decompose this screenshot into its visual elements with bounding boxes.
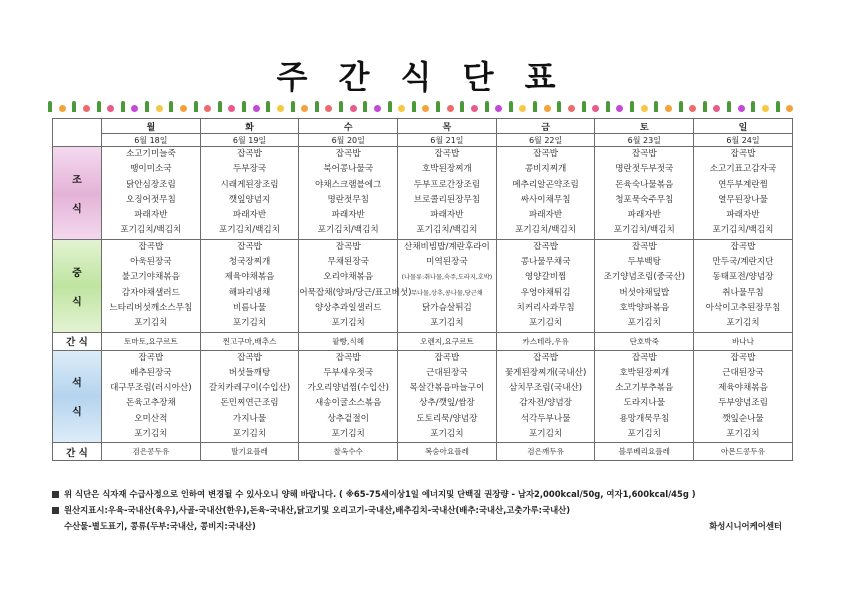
flower-decoration (374, 105, 381, 112)
menu-item: 잡곡밥 (237, 352, 262, 363)
day-name-cell: 수 (299, 119, 398, 134)
flower-decoration (519, 105, 526, 112)
menu-item: 두부양념조림 (718, 398, 768, 409)
dinner-cell (398, 350, 497, 443)
menu-item: 만두국/계란지단 (712, 257, 774, 268)
stem-decoration (363, 101, 367, 112)
menu-item: 포기김치/백김치 (712, 225, 774, 236)
menu-item: 양상추과일샐러드 (315, 302, 382, 313)
stem-decoration (242, 101, 246, 112)
menu-item: 포기김치/백김치 (416, 225, 478, 236)
menu-item: 포기김치/백김치 (120, 225, 182, 236)
menu-item: 두부프로간장조림 (413, 179, 481, 190)
menu-item: 파래자반 (331, 210, 365, 221)
menu-item: 새송이굴소스볶음 (315, 398, 382, 409)
menu-item: 파래자반 (134, 210, 168, 221)
menu-item: 돈민찌연근조림 (220, 398, 279, 409)
stem-decoration (460, 101, 464, 112)
menu-item: 돈육숙나물볶음 (615, 179, 674, 190)
menu-item: 두부장국 (232, 164, 267, 175)
menu-item: (나물류:취나물,숙주,도라지,호박) (401, 274, 493, 282)
date-cell: 6월 20일 (299, 134, 398, 147)
flower-decoration (616, 105, 623, 112)
stem-decoration (485, 101, 489, 112)
menu-item: 느타리버섯깨소스무침 (109, 302, 193, 313)
menu-item: 잡곡밥 (434, 352, 460, 363)
stem-decoration (751, 101, 755, 112)
snack1-cell: 단호박죽 (595, 332, 694, 350)
day-name-cell: 화 (200, 119, 299, 134)
date-cell: 6월 19일 (200, 134, 299, 147)
menu-item: 잡곡밥 (138, 241, 164, 252)
stem-decoration (72, 101, 76, 112)
day-name-cell: 토 (595, 119, 694, 134)
flower-decoration (228, 105, 235, 112)
flower-decoration (689, 105, 696, 112)
menu-item: 잡곡밥 (335, 149, 361, 159)
menu-item: 해파리냉채 (228, 287, 271, 298)
flower-decoration (422, 105, 429, 112)
stem-decoration (630, 101, 634, 112)
stem-decoration (48, 101, 52, 112)
menu-item: 소고기부추볶음 (615, 383, 674, 394)
menu-item: 포기김치 (528, 429, 563, 440)
lunch-label-1: 중 (72, 267, 82, 279)
stem-decoration (218, 101, 222, 112)
breakfast-cell (200, 147, 299, 240)
menu-item: 포기김치/백김치 (515, 225, 577, 236)
flower-border-decoration (48, 96, 794, 112)
flower-decoration (738, 105, 745, 112)
menu-item: 제육야채볶음 (718, 383, 768, 394)
menu-item: 잡곡밥 (434, 149, 460, 159)
snack1-cell: 오렌지,요구르트 (398, 332, 497, 350)
stem-decoration (412, 101, 416, 112)
snack1-cell: 카스테라,우유 (496, 332, 595, 350)
menu-item: 잡곡밥 (237, 241, 262, 252)
dinner-label (53, 350, 102, 443)
snack2-label: 간 식 (53, 443, 102, 461)
flower-decoration (180, 105, 187, 112)
stem-decoration (266, 101, 270, 112)
menu-item: 포기김치 (726, 318, 760, 329)
menu-item: 도라지나물 (623, 398, 666, 409)
flower-decoration (665, 105, 672, 112)
flower-decoration (325, 105, 332, 112)
menu-item: 포기김치 (232, 429, 267, 440)
menu-item: 호박양파볶음 (619, 302, 670, 313)
menu-item: 감자야채샐러드 (121, 287, 180, 298)
snack2-cell: 아몬드콩두유 (694, 443, 793, 461)
menu-item: 포기김치 (627, 318, 661, 329)
flower-decoration (59, 105, 66, 112)
lunch-cell (200, 239, 299, 332)
day-name-cell: 금 (496, 119, 595, 134)
menu-item: 영양갈비찜 (524, 272, 567, 283)
flower-decoration (713, 105, 720, 112)
flower-decoration (253, 105, 260, 112)
breakfast-label (53, 147, 102, 240)
lunch-row (53, 239, 793, 332)
stem-decoration (339, 101, 343, 112)
flower-decoration (568, 105, 575, 112)
flower-decoration (398, 105, 405, 112)
note-text-1: 위 식단은 식자재 수급사정으로 인하여 변경될 수 있사오니 양해 바랍니다. ( ※65-75세이상1일 에너지및 단백질 권장량 - 남자2,000kcal/50g, 여자1,600kcal/45g ) (64, 489, 696, 499)
lunch-cell (496, 239, 595, 332)
flower-decoration (447, 105, 454, 112)
lunch-cell (694, 239, 793, 332)
menu-item: 산채비빔밥/계란후라이 (403, 241, 490, 252)
flower-decoration (762, 105, 769, 112)
snack1-cell: 찐고구마,배추스 (200, 332, 299, 350)
menu-item: 닭가슴살튀김 (422, 302, 472, 313)
note-line-2 (52, 502, 812, 518)
breakfast-cell (595, 147, 694, 240)
menu-item: 용망개묵무침 (619, 413, 670, 424)
snack1-cell: 팥빵,식혜 (299, 332, 398, 350)
menu-item: 메추리알곤약조림 (512, 179, 579, 190)
menu-item: 감자전/양념장 (519, 398, 572, 409)
stem-decoration (145, 101, 149, 112)
stem-decoration (727, 101, 731, 112)
bullet-square-icon (52, 491, 59, 498)
menu-item: 청국장찌개 (228, 257, 271, 268)
menu-item: 포기김치 (134, 429, 168, 440)
stem-decoration (557, 101, 561, 112)
breakfast-cell (398, 147, 497, 240)
menu-item: 포기김치 (528, 318, 563, 329)
stem-decoration (97, 101, 101, 112)
menu-item: 콩비지찌개 (524, 164, 567, 175)
menu-item: 잡곡밥 (730, 149, 756, 159)
menu-item: 포기김치 (331, 429, 365, 440)
stem-decoration (315, 101, 319, 112)
lunch-cell (595, 239, 694, 332)
menu-item: 포기김치 (430, 429, 464, 440)
menu-item: 포기김치 (726, 429, 760, 440)
day-name-cell: 월 (102, 119, 201, 134)
stem-decoration (776, 101, 780, 112)
stem-decoration (654, 101, 658, 112)
menu-item: 우엉야채튀김 (520, 287, 571, 298)
menu-item: 가지나물 (232, 413, 267, 424)
menu-item: 잡곡밥 (335, 241, 361, 252)
breakfast-row (53, 147, 793, 240)
flower-decoration (204, 105, 211, 112)
menu-item: 불고기야채볶음 (121, 272, 180, 283)
dinner-cell (595, 350, 694, 443)
day-header-row (53, 119, 793, 134)
menu-item: 잡곡밥 (533, 352, 559, 363)
corner-cell (53, 119, 102, 147)
stem-decoration (509, 101, 513, 112)
stem-decoration (582, 101, 586, 112)
note-text-2: 원산지표시:우육-국내산(육우),사골-국내산(한우),돈육-국내산,닭고기및 오리고기-국내산,배추김치-국내산(배추:국내산,고춧가루:국내산) (64, 505, 571, 515)
flower-decoration (131, 105, 138, 112)
snack2-row (53, 443, 793, 461)
menu-item: 가오리양념찜(수입산) (307, 383, 389, 394)
menu-item: 파래자반 (627, 210, 661, 221)
menu-item: 포기김치 (331, 318, 365, 329)
flower-decoration (350, 105, 357, 112)
stem-decoration (291, 101, 295, 112)
menu-item: 미역된장국 (426, 257, 468, 268)
dinner-cell (200, 350, 299, 443)
dinner-cell (102, 350, 201, 443)
stem-decoration (679, 101, 683, 112)
weekly-menu-table (52, 118, 793, 461)
menu-item: 열무된장나물 (718, 194, 768, 205)
dinner-cell (694, 350, 793, 443)
breakfast-cell (694, 147, 793, 240)
lunch-label (53, 239, 102, 332)
dinner-row (53, 350, 793, 443)
menu-item: 파래자반 (430, 210, 464, 221)
menu-item: 버섯들깨탕 (228, 367, 271, 378)
flower-decoration (277, 105, 284, 112)
dinner-label-2: 식 (72, 407, 82, 419)
menu-item: 야채스크램블에그 (315, 179, 382, 190)
date-cell: 6월 23일 (595, 134, 694, 147)
menu-item: 호박된장찌개 (422, 164, 472, 175)
menu-item: 오징어젓무침 (125, 194, 176, 205)
center-name: 화성시니어케어센터 (709, 521, 782, 531)
menu-item: 조기양념조림(중국산) (603, 272, 685, 283)
menu-item: 비름나물 (232, 302, 267, 313)
page-title: 주 간 식 단 표 (276, 58, 566, 96)
menu-item: 북어콩나물국 (323, 164, 374, 175)
snack1-cell: 토마토,요구르트 (102, 332, 201, 350)
menu-item: 삼치무조림(국내산) (509, 383, 583, 394)
dinner-label-1: 석 (72, 378, 82, 390)
stem-decoration (121, 101, 125, 112)
flower-decoration (786, 105, 793, 112)
menu-item: 땡이미소국 (130, 164, 172, 175)
menu-item: 연두부계란찜 (718, 179, 768, 190)
menu-item: 파래자반 (726, 210, 760, 221)
date-cell: 6월 22일 (496, 134, 595, 147)
bullet-square-icon (52, 507, 59, 514)
notes-section (52, 486, 812, 534)
snack2-cell: 복숭아요플레 (398, 443, 497, 461)
menu-item: 소고기표고감자국 (709, 164, 777, 175)
menu-item: 근대된장국 (426, 367, 468, 378)
breakfast-cell (496, 147, 595, 240)
day-name-cell: 목 (398, 119, 497, 134)
menu-item: 시래게된장조림 (220, 179, 279, 190)
date-cell: 6월 24일 (694, 134, 793, 147)
menu-item: 명란젓무침 (327, 194, 369, 205)
snack2-cell: 검은깨두유 (496, 443, 595, 461)
menu-item: 동태포전/양념장 (712, 272, 774, 283)
stem-decoration (436, 101, 440, 112)
menu-item: 두부새우젓국 (323, 367, 374, 378)
menu-item: 잡곡밥 (730, 352, 756, 363)
menu-item: 상추/깻잎/쌈장 (419, 398, 475, 409)
snack2-cell: 블루베리요플레 (595, 443, 694, 461)
note-line-3 (52, 518, 812, 534)
menu-item: 잡곡밥 (730, 241, 756, 252)
menu-item: 포기김치 (430, 318, 464, 329)
note-line-1 (52, 486, 812, 502)
menu-item: 콩나물무채국 (520, 257, 571, 268)
menu-item: 포기김치/백김치 (317, 225, 379, 236)
menu-item: 잡곡밥 (335, 352, 361, 363)
menu-item: 포기김치 (134, 318, 168, 329)
menu-item: 닭안심장조림 (125, 179, 176, 190)
snack2-cell: 찰옥수수 (299, 443, 398, 461)
flower-decoration (83, 105, 90, 112)
menu-item: 깻잎양념지 (228, 194, 271, 205)
menu-item: 싸사이채무침 (520, 194, 571, 205)
snack1-label: 간 식 (53, 332, 102, 350)
flower-decoration (495, 105, 502, 112)
date-row (53, 134, 793, 147)
menu-item: 무채된장국 (327, 257, 369, 268)
stem-decoration (533, 101, 537, 112)
stem-decoration (169, 101, 173, 112)
menu-item: 두부백탕 (627, 257, 661, 268)
menu-item: 명란젓두부젓국 (615, 164, 674, 175)
menu-item: 호박된장찌개 (619, 367, 670, 378)
flower-decoration (107, 105, 114, 112)
menu-item: 파래자반 (528, 210, 563, 221)
menu-item: 포기김치 (627, 429, 661, 440)
menu-item: 도토리묵/양념장 (416, 413, 478, 424)
note-text-3: 수산물-별도표기, 콩류(두부:국내산, 콩비지:국내산) (64, 521, 256, 531)
flower-decoration (592, 105, 599, 112)
menu-item: 깻잎순나물 (722, 413, 764, 424)
stem-decoration (606, 101, 610, 112)
menu-item: 무나물,상추,콩나물,당근채 (411, 289, 483, 297)
breakfast-label-1: 조 (72, 174, 82, 186)
menu-item: 어묵잡채(양파/당근/표고버섯) (299, 287, 412, 298)
menu-item: 포기김치/백김치 (219, 225, 281, 236)
menu-item: 돈육고추장채 (125, 398, 176, 409)
menu-item: 꽃게된장찌개(국내산) (504, 367, 587, 378)
menu-item: 파래자반 (232, 210, 267, 221)
menu-item: 오미산적 (134, 413, 168, 424)
menu-item: 목살간볶음마늘구이 (409, 383, 485, 394)
breakfast-cell (102, 147, 201, 240)
lunch-cell (299, 239, 412, 332)
stem-decoration (388, 101, 392, 112)
flower-decoration (641, 105, 648, 112)
menu-item: 잡곡밥 (631, 149, 657, 159)
breakfast-cell (299, 147, 398, 240)
snack2-cell: 딸기요플레 (200, 443, 299, 461)
menu-item: 제육야채볶음 (224, 272, 275, 283)
menu-item: 오리야채볶음 (323, 272, 374, 283)
flower-decoration (544, 105, 551, 112)
menu-item: 배추된장국 (130, 367, 172, 378)
menu-item: 브로콜리된장무침 (413, 194, 481, 205)
menu-item: 청포묵숙주무침 (615, 194, 674, 205)
flower-decoration (471, 105, 478, 112)
day-name-cell: 일 (694, 119, 793, 134)
snack1-cell: 바나나 (694, 332, 793, 350)
breakfast-label-2: 식 (72, 203, 82, 215)
date-cell: 6월 18일 (102, 134, 201, 147)
menu-item: 잡곡밥 (631, 352, 657, 363)
lunch-label-2: 식 (72, 296, 82, 308)
menu-item: 아삭이고추된장무침 (705, 302, 781, 313)
menu-item: 상추겉절이 (327, 413, 369, 424)
menu-item: 버섯야채덮밥 (619, 287, 670, 298)
menu-item: 잡곡밥 (533, 149, 559, 159)
stem-decoration (194, 101, 198, 112)
dinner-cell (496, 350, 595, 443)
snack1-row (53, 332, 793, 350)
menu-item: 아욱된장국 (130, 257, 172, 268)
menu-item: 대구무조림(러시아산) (110, 383, 192, 394)
lunch-cell (398, 239, 497, 332)
stem-decoration (703, 101, 707, 112)
dinner-cell (299, 350, 398, 443)
flower-decoration (301, 105, 308, 112)
menu-item: 포기김치/백김치 (613, 225, 675, 236)
lunch-cell (102, 239, 201, 332)
menu-item: 잡곡밥 (138, 352, 164, 363)
snack2-cell: 검은콩두유 (102, 443, 201, 461)
menu-item: 갈치카레구이(수입산) (208, 383, 291, 394)
menu-item: 잡곡밥 (533, 241, 559, 252)
menu-item: 잡곡밥 (631, 241, 657, 252)
menu-item: 포기김치 (232, 318, 267, 329)
menu-item: 치커리사과무침 (516, 302, 575, 313)
flower-decoration (156, 105, 163, 112)
menu-item: 근대된장국 (722, 367, 764, 378)
menu-item: 잡곡밥 (237, 149, 262, 159)
date-cell: 6월 21일 (398, 134, 497, 147)
menu-item: 취나물무침 (722, 287, 764, 298)
menu-item: 소고기미늘죽 (125, 149, 176, 159)
menu-item: 석각두부나물 (520, 413, 571, 424)
